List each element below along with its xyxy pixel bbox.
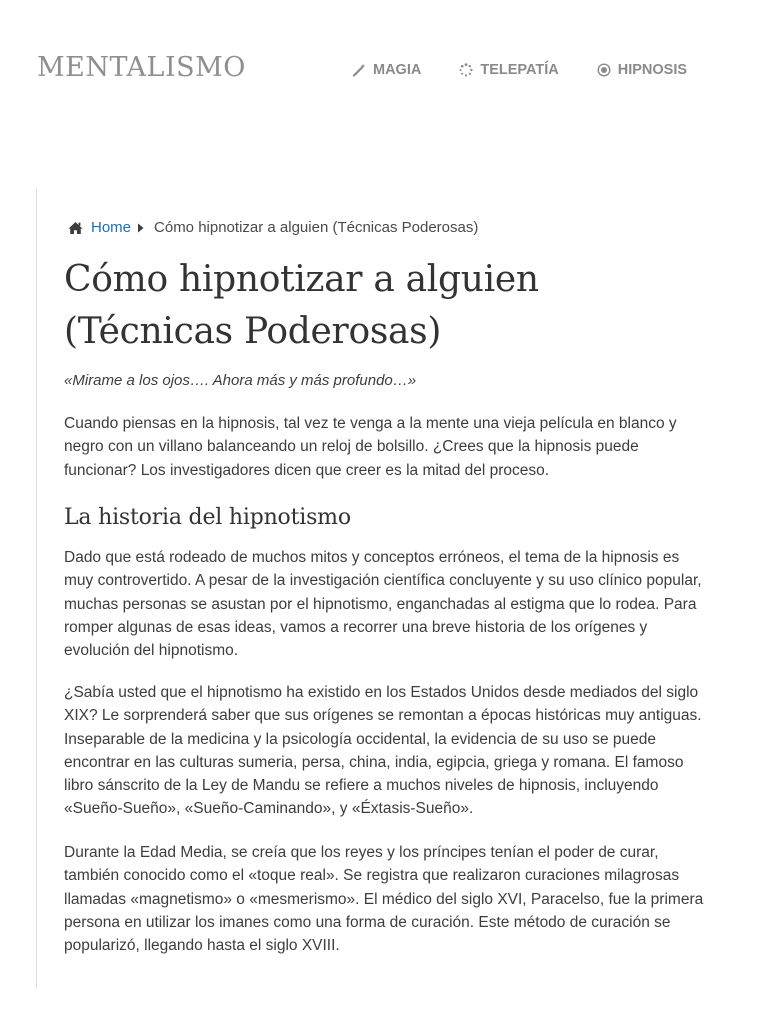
page-title: Cómo hipnotizar a alguien (Técnicas Poderosas): [64, 259, 539, 352]
site-logo-title[interactable]: MENTALISMO: [37, 52, 246, 83]
breadcrumb: [68, 219, 478, 236]
article-paragraph: Durante la Edad Media, se creía que los reyes y los príncipes tenían el poder de curar, también conocido como el «toque real». Se registra que realizaron curaciones milagrosas llamadas «magnetismo» o «mesmerismo». El médico del siglo XVI, Paracelso, fue la primera persona en utilizar los imanes como una forma de curación. Este método de curación se popularizó, llegando hasta el siglo XVIII.: [64, 844, 704, 955]
site-header: [0, 0, 768, 140]
breadcrumb-current: Cómo hipnotizar a alguien (Técnicas Poderosas): [154, 219, 479, 236]
breadcrumb-home-link[interactable]: Home: [91, 219, 132, 236]
spinner-icon: [459, 63, 473, 77]
nav-item-hipnosis[interactable]: [597, 62, 687, 78]
section-heading: La historia del hipnotismo: [64, 505, 351, 530]
article-paragraph: ¿Sabía usted que el hipnotismo ha existido en los Estados Unidos desde mediados del siglo XIX? Le sorprenderá saber que sus orígenes se remontan a épocas históricas muy antiguas. Inseparable de la medicina y la psicología occidental, la evidencia de su uso se puede encontrar en las culturas sumeria, persa, china, india, egipcia, griega y romana. El famoso libro sánscrito de la Ley de Mandu se refiere a muchos niveles de hipnosis, incluyendo «Sueño-Sueño», «Sueño-Caminando», y «Éxtasis-Sueño».: [64, 684, 702, 818]
home-icon[interactable]: [68, 221, 83, 235]
nav-label-telepatia: TELEPATÍA: [480, 62, 559, 78]
intro-paragraph: Cuando piensas en la hipnosis, tal vez te venga a la mente una vieja película en blanco y negro con un villano balanceando un reloj de bolsillo. ¿Crees que la hipnosis puede funcionar? Los investigadores dicen que creer es la mitad del proceso.: [64, 415, 677, 479]
nav-item-magia[interactable]: [352, 62, 421, 78]
article-paragraph: Dado que está rodeado de muchos mitos y conceptos erróneos, el tema de la hipnosis es muy controvertido. A pesar de la investigación científica concluyente y su uso clínico popular, muchas personas se asustan por el hipnotismo, enganchadas al estigma que lo rodea. Para romper algunas de esas ideas, vamos a recorrer una breve historia de los orígenes y evolución del hipnotismo.: [64, 549, 702, 660]
caret-right-icon: [137, 223, 145, 233]
nav-label-magia: MAGIA: [373, 62, 422, 78]
nav-label-hipnosis: HIPNOSIS: [617, 62, 688, 78]
main-nav: [352, 62, 687, 78]
content-border-line: [36, 189, 37, 989]
target-circle-icon: [597, 63, 611, 77]
lead-quote: «Mirame a los ojos…. Ahora más y más profundo…»: [64, 372, 417, 389]
nav-item-telepatia[interactable]: [459, 62, 558, 78]
magic-wand-icon: [352, 63, 366, 77]
